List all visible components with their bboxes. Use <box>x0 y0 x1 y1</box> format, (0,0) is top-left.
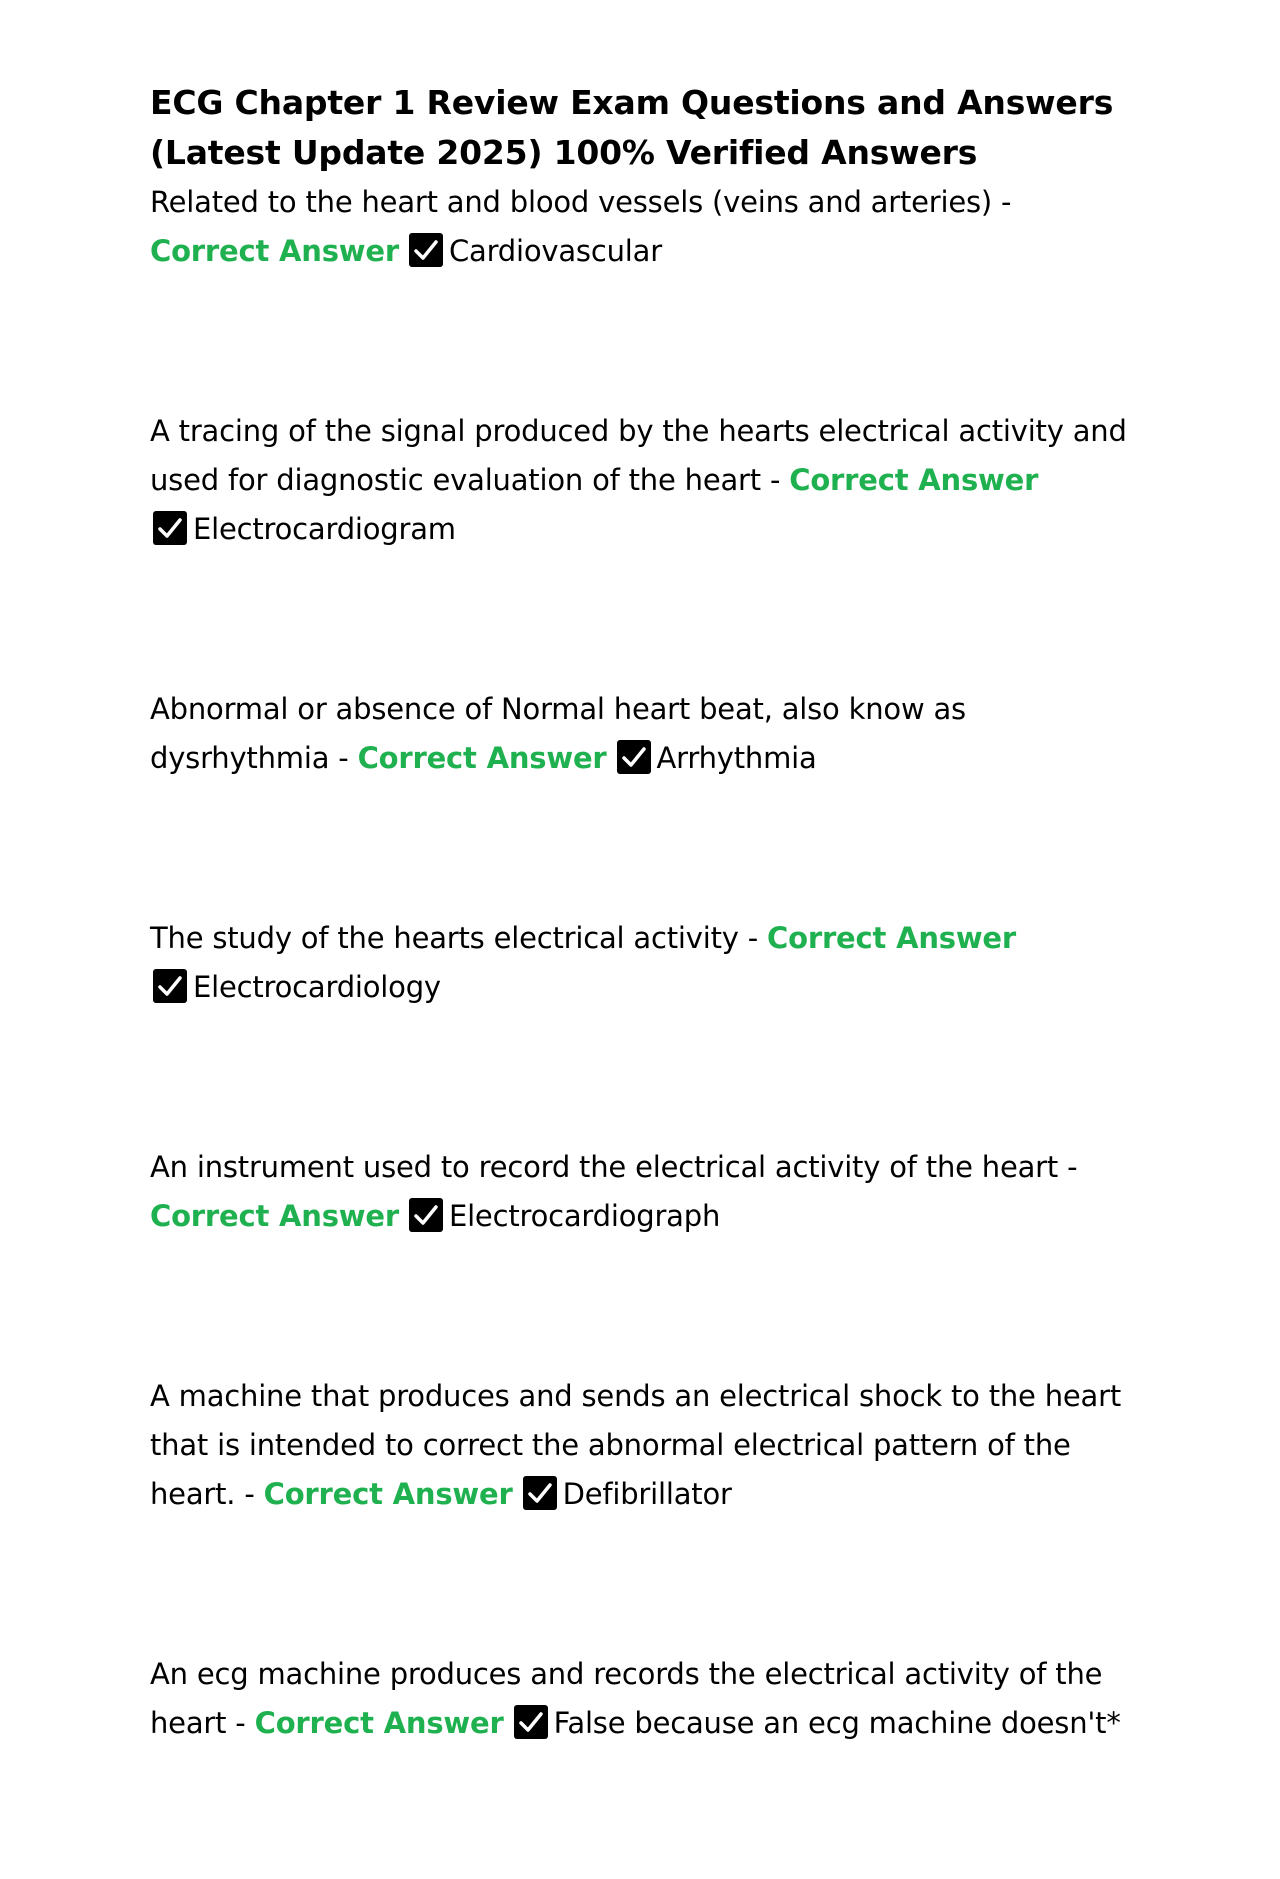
document-page <box>150 78 1150 1879</box>
correct-answer-label: Correct Answer <box>150 234 399 268</box>
question-text: The study of the hearts electrical activity - <box>150 921 759 955</box>
question-text: Related to the heart and blood vessels (veins and arteries) - <box>150 185 1012 219</box>
qa-item <box>150 178 1150 276</box>
qa-item <box>150 1650 1150 1748</box>
check-box-icon <box>514 1705 548 1739</box>
document-title <box>150 78 1150 178</box>
correct-answer-label: Correct Answer <box>767 921 1016 955</box>
answer-text: Electrocardiograph <box>448 1199 721 1233</box>
correct-answer-label: Correct Answer <box>263 1477 513 1511</box>
question-text: A tracing of the signal produced by the hearts electrical activity and used for diagnostic evaluation of the heart - <box>150 414 1127 497</box>
correct-answer-label: Correct Answer <box>789 463 1039 497</box>
qa-item <box>150 685 1150 783</box>
answer-text: Cardiovascular <box>448 234 662 268</box>
check-box-icon <box>409 1198 443 1232</box>
question-text: An ecg machine produces and records the electrical activity of the heart - <box>150 1657 1103 1740</box>
check-box-icon <box>153 969 187 1003</box>
check-box-icon <box>153 511 187 545</box>
question-text: Abnormal or absence of Normal heart beat, also know as dysrhythmia - <box>150 692 966 775</box>
check-box-icon <box>409 233 443 267</box>
answer-text: False because an ecg machine doesn't* <box>553 1706 1121 1740</box>
answer-text: Electrocardiogram <box>193 512 456 546</box>
answer-text: Defibrillator <box>562 1477 732 1511</box>
qa-item <box>150 1143 1150 1241</box>
answer-text: Electrocardiology <box>193 970 441 1004</box>
check-box-icon <box>617 740 651 774</box>
title-line-2: (Latest Update 2025) 100% Verified Answers <box>150 133 978 172</box>
qa-item <box>150 914 1150 1012</box>
answer-text: Arrhythmia <box>656 741 817 775</box>
check-box-icon <box>523 1476 557 1510</box>
qa-item <box>150 407 1150 554</box>
question-text: An instrument used to record the electrical activity of the heart - <box>150 1150 1078 1184</box>
qa-item <box>150 1372 1150 1519</box>
correct-answer-label: Correct Answer <box>254 1706 504 1740</box>
correct-answer-label: Correct Answer <box>357 741 607 775</box>
title-line-1: ECG Chapter 1 Review Exam Questions and Answers <box>150 83 1114 122</box>
question-text: A machine that produces and sends an electrical shock to the heart that is intended to correct the abnormal electrical pattern of the heart. - <box>150 1379 1122 1511</box>
correct-answer-label: Correct Answer <box>150 1199 399 1233</box>
